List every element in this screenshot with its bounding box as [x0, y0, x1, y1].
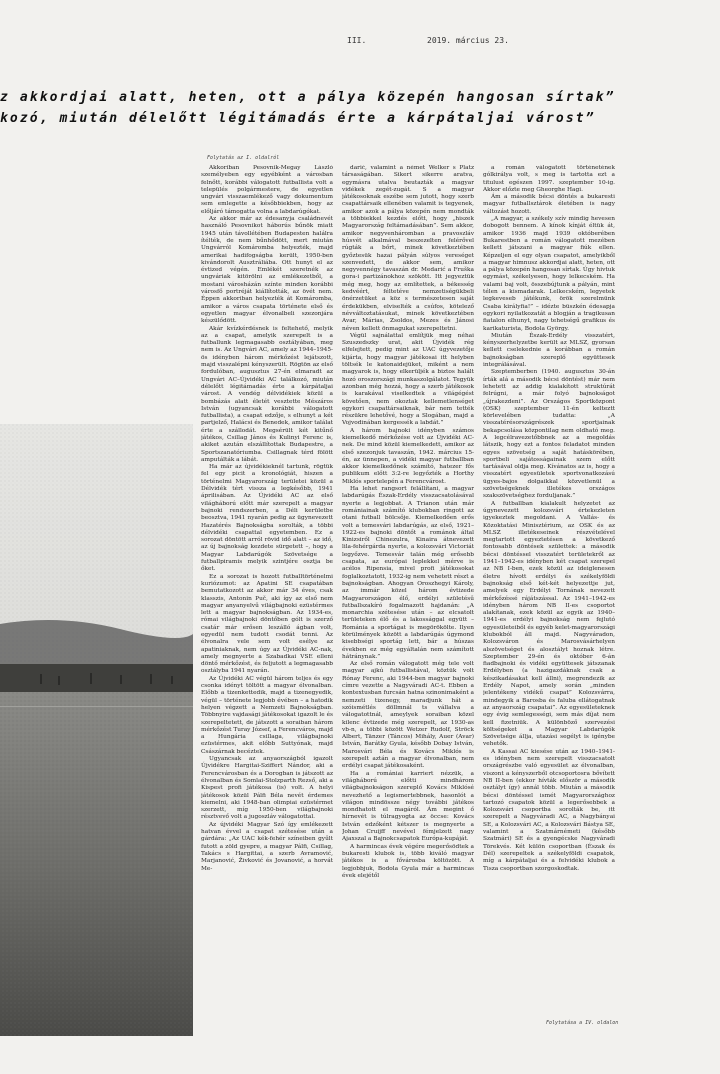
page-number: III. — [347, 36, 367, 45]
paragraph: Ha lehet rangsort felállítani, a magyar labdarúgás Észak-Erdély visszacsatolásával nyerte a legjobbat. A Trianon után már romániainak számító klubokban ringott az otani futball bölcsője. Kiemelkedően erős volt a temesvári labdarúgás, az első, 1921–1922-es bajnoki döntőt a románok által Kinizsiről Chinezulra, Kinaira átnevezett lila-fehérgárda nyerte, a kolozsvári Victoriát legyőzve. Temesvár talán még erősebb csapata, az európai leplekkel mérve is acélos Ripensia, mivel profi játékosokat foglalkoztatott, 1932-ig nem vehetett részt a bajnokságban. Ahogyan Oroszhegyi Károly, az immár közel három évtizede Magyarországon élő, erdélyi születésű futballszakíró fogalmazott hajdanán: „A monarchia szétesése után – az elcsatolt területeken élő és a lakossággal együtt – Románia a sportágat is megörökölte. Ilyen körülmények között a labdarúgás úgymond kisebbségi sportág lett, bár a húszas években ez még egyáltalán nem számított hátránynak.” — [342, 486, 474, 660]
stadium-crowd-photo — [0, 424, 193, 1036]
paragraph: Ha már az újvidékieknél tartunk, rögtük fel egy picit a kronológiát, hiszen a történelmi Magyarország területei közül a Délvidék tért vissza a legkésőbb, 1941 áprilisában. Az Újvidéki AC az első világháború előtt már szerepelt a magyar bajnoki rendszerben, a Déli kerületbe beosztva, 1941 nyarán pedig az ügynevezett Hazatérés Bajnokságba sorolták, a többi délvidéki csapattal egyetemben. Ez a sorozat döntött arról rövid idő alatt – az idő, az új bajnokság kezdete sürgetett –, hogy a Magyar Labdarúgók Szövetsége a futballpiramis melyik szintjére osztja be őket. — [201, 464, 333, 573]
paragraph: A Kassai AC kiesése után az 1940–1941-es idényben nem szerepelt visszacsatolt országrészbe való egyesület az élvonalban, viszont a kényszerből otcsoportosra bővített NB II-ben (ekkor hívták először a második osztályt így) annál több. Miután a második bécsi döntéssel ismét Magyarországhoz tartozó csapatok közül a legerősebbek a Kolozsvári csoportba sorolták be, itt szerepelt a Nagyváradi AC, a Nagybányai SE, a Kolozsvári AC, a Kolozsvári Bástya SE, valamint a Szatmárnémeti (később Szatmári) SE és a gyengécske Nagyváradi Törekvés. Két külön csoportban (Észak és Dél) szerepeltek a székelyföldi csapatok, míg a kárpátaljai és a felvidéki klubok a Tisza csoportban szorgoskodtak. — [483, 748, 615, 872]
paragraph: Az Újvidéki AC végül három teljes és egy csonka idényt töltött a magyar élvonalban. Előbb a tizenkettedik, majd a tizenegyedik, végül – története legjobb évében – a hatodik helyen végzett a Nemzeti Bajnokságban. Többnyire vajdasági játékosokat igazolt le és szerepeltetett, de játszott a soraiban három mérkőzést Turay József, a Ferencváros, majd a Hungária csillaga, világbajnoki ezüstérmes, akit előbb Suttyónak, majd Császárnak becéztek. — [201, 675, 333, 755]
paragraph: Ez a sorozat is hozott futballtörténelmi kuriózumot: az Apatini SE csapatában bemutatkozott az akkor már 34 éves, csak klasszis, Antonin Puč, aki így az első nem magyar anyanyelvű világbajnoki ezüstérmes lett a magyar bajnokságban. Az 1934-es, római világbajnoki döntőben gólt is szerző csatár már erősen leszálló ágban volt, egyedül nem tudott csodát tenni. Az élvonalra vele sem volt esélye az apatiniaknak, nem úgy az Újvidéki AC-nak, amely megnyerte a Szabadkai VSE elleni döntő mérkőzést, és feljutott a legmagasabb osztályba 1941 nyarán. — [201, 573, 333, 675]
article-column-1 — [201, 165, 333, 1015]
article-column-3 — [483, 165, 615, 945]
paragraph: a román válogatott történetének gólkirálya volt, s meg is tartotta ezt a titulust egészen 1997. szeptember 10-ig. Akkor előzte meg Gheorghe Hagi. — [483, 165, 615, 193]
paragraph: Ugyancsak az anyaországból igazolt Újvidékre Hargitai-Sziffert Nándor, aki a Ferencvárosban és a Dorogban is játszott az élvonalban és Somlai-Stolzparth Rezső, aki a Kispest profi játékosa (is) volt. A helyi játékosok közül Pálfi Béla nevét érdemes kiemelni, aki 1948-ban olimpiai ezüstérmet szerzett, míg 1950-ben világbajnoki résztvevő volt a jugoszláv válogatottal. — [201, 756, 333, 821]
paragraph: Miután Észak-Erdély visszatért, kényszerhelyzetbe került az MLSZ, gyorsan kellett cselekednie a korábban a román bajnokságban szereplő együttesek integrálásával. — [483, 332, 615, 369]
continued-on-note: Folytatása a IV. oldalon — [546, 1020, 619, 1026]
page-header — [0, 36, 720, 50]
paragraph: Az újvidéki Magyar Szó így emlékezett hatvan évvel a csapat szétesése után a gárdára: „Az UAC kék-fehér színeiben gyűlt futott a zöld gyepre, a magyar Pálfi, Csillag, Takács s Hargittai, a szerb Avramović, Marjanović, Živković és Jovanović, a horvát Me- — [201, 821, 333, 872]
issue-date: 2019. március 23. — [427, 36, 509, 45]
paragraph: A harmincas évek végére megerősödtek a bukaresti klubok is, több kiváló magyar játékos is a fővárosba költözött. A legjobbjuk, Bodola Gyula már a harmincas évek elejétől — [342, 843, 474, 879]
paragraph: Ha a romániai karriert nézzük, a világháború előtti mindhárom világbajnokságon szereplő Kovács Miklósé nevezhető a legismertebbnek, hasonlót a világon mindössze négy további játékos mondhatott el magáról. Ám megint ő hírnevét is túlragyogta az öccse: Kovács István edzőként kétszer is megnyerte a Johan Cruijff nevével fémjelzett nagy Ajaxszal a Bajnokcsapatok Európa-kupáját. — [342, 770, 474, 843]
paragraph: Akkoriban Pesovnik-Megay László személyeben egy egyébként a városban felnőtt, korábbi válogatott futballista volt a település polgármestere, de egyetlen ungvári visszaemlékező vagy dokumentum sem emlegette a későbbiekben, hogy az előljáró támogatta volna a labdarúgókat. — [201, 165, 333, 215]
paragraph: Végül sajnálattal említjük meg néhai Szuszedszky urat, akit Újvidék rég elfelejtett, pedig mint az UAC úgyvezetője kijárta, hogy magyar játékosai itt helyben töltsék le katonaidejüket, miként a nem magyarok is, hogy elkerüljék a biztos halált hozó oroszországi munkaszolgálatot. Tegyük azonban még hozzá, hogy a szerb játékosok is karakával viselkedtek a világégést követően, nem okoztak kellemetlenséget egykori csapattársaiknak, bár nem tették részükre lehetővé, hogy a Slogában, majd a Vojvodinában kergessék a labdát.” — [342, 332, 474, 427]
headline-line-2: kozó, miután délelőtt légitámadás érte a kárpátaljai várost” — [0, 111, 596, 126]
paragraph: Az akkor már az édesanyja családnevét használó Pesovnikot háborús bűnök miatt 1945 után távollétében Budapesten halálra ítélték, de nem bűnhődött, mert miután Ungvárról Komáromba helyezték, majd amerikai hadifogságba került, 1950-ben kivándorolt Ausztráliába. Ott hunyt el az évtized végén. Emlékét szeretnék az ungváriak kitörölni az emlékezetből, a mostani városházán színte minden korábbi városfő portréját kiállították, az övét nem. Éppen akkoriban helyezték át Komáromba, amikor a város csapata története első és egyetlen magyar élvonalbeli szezonjára készülődött. — [201, 216, 333, 325]
paragraph: A futballban kialakult helyzetet az úgynevezett kolozsvári értekezleten igyekeztek megoldani. A Vallás- és Közoktatási Minisztérium, az OSK és az MLSZ illetékeseinek részvételével megtartott egyeztetésen a következő fontosabb döntések születtek: a második bécsi döntéssel visszatért területekről az 1941–1942-es idényben két csapat szerepel az NB I-ben, ezek közül az ideiglenesen életre hívott erdélyi és székelyföldi bajnokság első két-két helyezettje jut, amelyek egy Erdélyi Tornának nevezett mérkőzéssé rájátszással. Az 1941–1942-es idényben három NB II-es csoportot alakítanak, ezek közül az egyik az 1940–1941-es erdélyi bajnokság nem fejlutó egyesületeiből és egyéb kelet-magyarországi klubokból áll majd. Nagyváradon, Kolozsváron és Marosvásárhelyen alszövetséget és alosztályt hoznak létre. Szeptember 29-én és október 6-án fiadbajnoki és vidéki együttesek játszanak Erdélyben (a hazigazdáknak csak a készikadásakat kell állni), megrendezik az Erdély Napot, amely során „minden jelentékeny vidékű csapat” Kolozsvárra, mindegyik a Barosba és faluba ellátogatnak az anyaország csapatai”. Az egyesületeknek egy évig semlegességi, sem más díjat nem kell fizetniük. A különböző szervezési költségeket a Magyar Labdarúgók Szövetsége állja, utazási segélyt is igénybe vehetők. — [483, 500, 615, 748]
paragraph: Szeptemberben (1940. augusztus 30-án írták alá a második bécsi döntést) már nem lehetett az addig kialakított struktúrát felrúgni, a már folyó bajnokságot „újrakezdeni”. Az Országos Sportközpont (OSK) szeptember 11-én kelteztt körlevelében tudatta: „A visszatérésországrészek sportjainak bekapcsolása központilag nem oldható meg. A legcélravezetőbbnek az a megoldás látszik, hogy ezt a fontos feladatot minden egyes szövetség a saját hatáskörében, sportbeli sajátosságainak szem előtt tartásával oldja meg. Kívánatos az is, hogy a visszatért egyesületek sportvonatkozású ügyes-bajos dolgaikkal közvetlenül a szövetségeknek illetékes országos szakszövetséghez forduljanak.” — [483, 369, 615, 500]
paragraph: Ám a második bécsi döntés a bukaresti magyar futballsztárok életében is nagy változást hozott. — [483, 194, 615, 215]
paragraph: darić, valamint a német Welker s Platz társaságában. Sikert sikerre aratva, egymásra utalva beutazták a magyar vidékek zegét-zugát. S a magyar játékosoknak eszébe sem jutott, hogy szerb csapattársaik ellenében valamit is tegyenek, amikor azok a pálya közepén nem mondták a többiekkel kezdés előtt, hogy „hiszek Magyarország feltámadásában”. Sem akkor, amikor negyvenháromban a pravoszláv húsvét alkalmával beszezelten felérővel rúgták a bőrt, minek következtében győztesük hazai pályán súlyos vereséget szenvedett, de akkor sem, amikor negyvennégy tavaszán dr. Medarić a Fruška gora-i partizánokhoz szökött. Itt jegyeztük még meg, hogy az említettek, a békesség kedvéért, féltetéve nemzetiségükbeli önérzetüket a köz s természetesen saját érdekükben, elviselték a csúfos, kötelező névváltoztatásukat, minek következtében Avar, Márias, Zsoldos, Mezes és Jánosi néven kellett önmagukat szerepeltetni. — [342, 165, 474, 332]
continued-from-note: Folytatás az I. oldalról — [207, 155, 280, 161]
paragraph: „A magyar, a székely szív mindig hevesen dobogott bennem. A kínok kínját éltük át, amikor 1936 majd 1939 októberében Bukarestben a román válogatott mezében kellett játszani a magyar fiúk ellen. Képzeljen el egy olyan csapatot, amelyikből a magyar himnusz akkordjai alatt, heten, ott a pálya közepén hangosan sírtak. Úgy hivtuk egymást, székelyesen, hogy lelkecském. Ha valami baj volt, összebújtunk a pályán, mint télen a kismadarak. Lelkecském, legyetek legkeveseb játékunk, örök szerelmünk Csaba királyfia!” – idézte büszkén édesapja egykori nyilatkozatát a blogján a tragikusan fiatalon elhunyt, nagy tehetségű grafikus és karikaturista, Bodola György. — [483, 216, 615, 332]
article-column-2 — [342, 165, 474, 1015]
paragraph: Az első román válogatott még tele volt magyar ajkú futballistával, köztük volt Rónay Ferenc, aki 1944-ben magyar bajnoki címre vezette a Nagyváradi AC-t. Ebben a kontextusban furcsán hatna szinonimaként a nemzeti tizenegy, maradjunk hát a szóismétlés döllmnál ts vállalva a válogatottnál, ameylyek soraiban közel kilenc évtizede még szerepelt, az 1930-as vb-n, a többi között Wetzer Rudolf, Ströck Albert, Tänzer (Táncos) Mihály, Auer (Avar) István, Barátky Gyula, később Dobay István, Marosvári Béla és Kovács Miklós is szerepelt aztán a magyar élvonalban, nem erdélyi csapat játékosaként. — [342, 661, 474, 770]
headline-line-1: z akkordjai alatt, heten, ott a pálya közepén hangosan sírtak” — [0, 90, 616, 105]
paragraph: Akár kvízkérdésnek is feltehető, melyik az a csapat, amelyik szerepelt is a futballunk legmagasabb osztályában, meg nem is. Az Ungvári AC, amely az 1944–1945-ös idényben három mérkőzést lejátszott, majd visszalépni kényszerült. Rögtön az első fordulóban, augusztus 27-én elmaradt az Ungvári AC–Újvidéki AC találkozó, miután délelőtt légitámadás érte a kárpátaljai várost. A vendég délvidékiek közül a bombázás alatt életét vesztette Mészáros István (ugyancsak korábbi válogatott futballista), a csapat edzője, s elhunyt a két partjelző, Halácsi és Benedek, amikor találat érte a szállodát. Megsérült két kitűnő játékos, Csillag János és Kulinyi Ferenc is, akiket azután elszállítottak Budapestre, a Sportszanatóriumba. Csillagnak térd fölött amputálták a lábát. — [201, 325, 333, 463]
paragraph: A három bajnoki idényben számos kiemelkedő mérkőzése volt az Újvidéki AC-nek. De mind közül kiemelkedett, amikor az első szezonjuk tavaszán, 1942. március 15-én, az ünnepen, a vidéki magyar futballban akkor kiemelkedőnek számító, hatezer fős publikum előtt 3:2-re legyőzték a Horthy Miklós sportelepén a Ferencvárost. — [342, 427, 474, 485]
